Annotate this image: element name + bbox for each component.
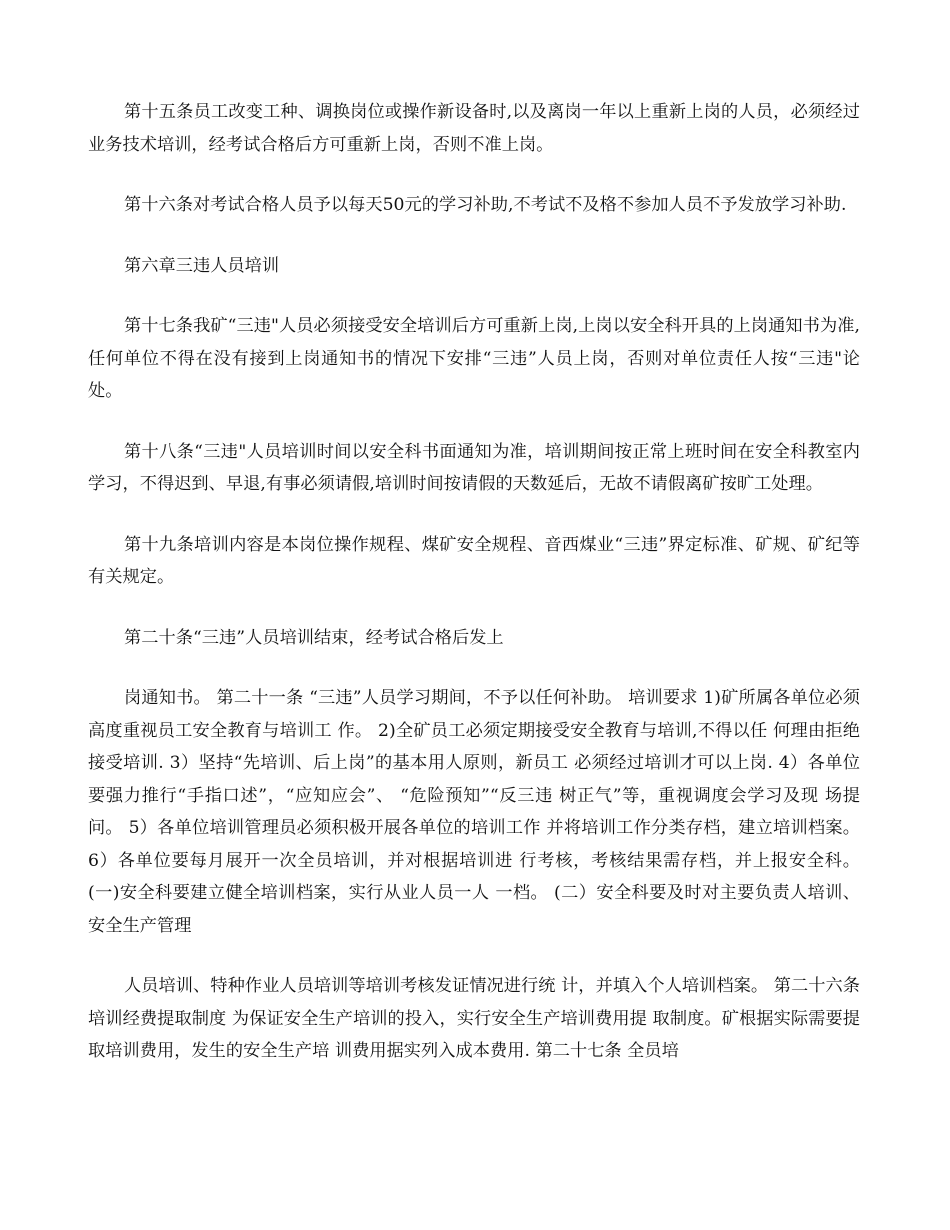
paragraph-article-17: 第十七条我矿“三违"人员必须接受安全培训后方可重新上岗,上岗以安全科开具的上岗通知书为准,任何单位不得在没有接到上岗通知书的情况下安排“三违”人员上岗，否则对单位责任人按“三违"论处。 (88, 316, 860, 401)
document-page (88, 96, 860, 1068)
paragraph-article-15: 第十五条员工改变工种、调换岗位或操作新设备时,以及离岗一年以上重新上岗的人员，必须经过业务技术培训，经考试合格后方可重新上岗，否则不准上岗。 (88, 102, 860, 155)
paragraph-training-funding: 人员培训、特种作业人员培训等培训考核发证情况进行统 计，并填入个人培训档案。 第二十六条 培训经费提取制度 为保证安全生产培训的投入，实行安全生产培训费用提 取制度。矿根据实际需要提取培训费用，发生的安全生产培 训费用据实列入成本费用. 第二十七条 全员培 (88, 976, 860, 1061)
paragraph-training-requirements: 岗通知书。 第二十一条 “三违”人员学习期间，不予以任何补助。 培训要求 1)矿所属各单位必须高度重视员工安全教育与培训工 作。 2)全矿员工必须定期接受安全教育与培训,不得以任 何理由拒绝接受培训. 3）坚持“先培训、后上岗”的基本用人原则，新员工 必须经过培训才可以上岗. 4）各单位要强力推行“手指口述”，“应知应会”、 “危险预知”“反三违 树正气”等，重视调度会学习及现 场提问。 5）各单位培训管理员必须积极开展各单位的培训工作 并将培训工作分类存档，建立培训档案。 6）各单位要每月展开一次全员培训，并对根据培训进 行考核，考核结果需存档，并上报安全科。 (一)安全科要建立健全培训档案，实行从业人员一人 一档。 (二）安全科要及时对主要负责人培训、安全生产管理 (88, 688, 860, 936)
paragraph-article-20: 第二十条“三违”人员培训结束，经考试合格后发上 (124, 627, 504, 648)
chapter-heading-6: 第六章三违人员培训 (124, 255, 280, 276)
paragraph-article-19: 第十九条培训内容是本岗位操作规程、煤矿安全规程、音西煤业“三违”界定标准、矿规、矿纪等有关规定。 (88, 534, 860, 587)
paragraph-article-16: 第十六条对考试合格人员予以每天50元的学习补助,不考试不及格不参加人员不予发放学习补助. (124, 195, 847, 215)
paragraph-article-18: 第十八条“三违"人员培训时间以安全科书面通知为准，培训期间按正常上班时间在安全科教室内学习，不得迟到、早退,有事必须请假,培训时间按请假的天数延后，无故不请假离矿按旷工处理。 (88, 441, 860, 494)
